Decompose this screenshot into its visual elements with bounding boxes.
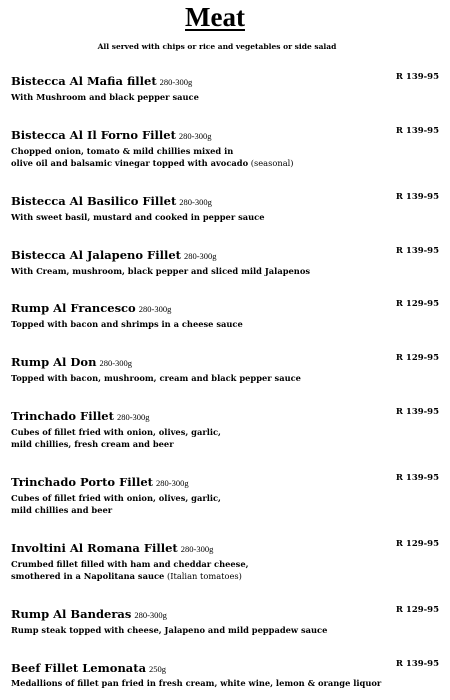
item-weight: 280-300g: [180, 544, 214, 554]
menu-item: [11, 657, 439, 689]
item-name: Trinchado Fillet: [11, 409, 114, 423]
item-desc-line: Topped with bacon and shrimps in a cheese sauce: [11, 319, 243, 329]
item-name: Bistecca Al Mafia fillet: [11, 74, 157, 88]
item-desc-text: olive oil and balsamic vinegar topped with avocado: [11, 158, 249, 168]
item-desc-text: smothered in a Napolitana sauce: [11, 571, 165, 581]
item-name: Involtini Al Romana Fillet: [11, 541, 178, 555]
item-description: [11, 624, 439, 636]
menu-item: [11, 124, 439, 169]
menu-item: [11, 471, 439, 516]
menu-item: [11, 351, 439, 384]
item-description: [11, 558, 439, 582]
item-name: Rump Al Don: [11, 355, 97, 369]
menu-item: [11, 603, 439, 636]
item-description: [11, 318, 439, 330]
item-weight: 280-300g: [138, 304, 172, 314]
page-subtitle: All served with chips or rice and vegetables or side salad: [97, 42, 337, 51]
item-description: [11, 211, 439, 223]
item-desc-line: Chopped onion, tomato & mild chillies mixed in: [11, 146, 234, 156]
item-price: R 139-95: [395, 407, 439, 417]
menu-item: [11, 537, 439, 582]
item-weight: 280-300g: [159, 77, 193, 87]
item-description: [11, 145, 439, 169]
item-price: R 129-95: [395, 353, 439, 363]
item-description: [11, 677, 439, 689]
item-name: Bistecca Al Il Forno Fillet: [11, 128, 176, 142]
item-weight: 280-300g: [116, 412, 150, 422]
item-desc-line: Crumbed fillet filled with ham and cheddar cheese,: [11, 559, 249, 569]
item-name: Beef Fillet Lemonata: [11, 661, 147, 675]
item-price: R 139-95: [395, 473, 439, 483]
item-price: R 139-95: [395, 192, 439, 202]
item-weight: 280-300g: [183, 251, 217, 261]
menu-item: [11, 405, 439, 450]
item-name: Trinchado Porto Fillet: [11, 475, 153, 489]
item-desc-line: With sweet basil, mustard and cooked in pepper sauce: [11, 212, 265, 222]
item-weight: 280-300g: [134, 610, 167, 620]
item-weight: 280-300g: [178, 131, 212, 141]
item-price: R 129-95: [395, 539, 439, 549]
item-description: [11, 91, 439, 103]
item-name: Bistecca Al Basilico Fillet: [11, 194, 177, 208]
item-desc-line: [11, 570, 439, 582]
menu-item: [11, 190, 439, 223]
item-desc-line: Rump steak topped with cheese, Jalapeno and mild peppadew sauce: [11, 625, 328, 635]
item-desc-line: [11, 157, 439, 169]
item-price: R 139-95: [395, 246, 439, 256]
page-title: Meat: [185, 2, 245, 32]
menu-item: [11, 70, 439, 103]
item-price: R 139-95: [395, 126, 439, 136]
item-desc-line: Cubes of fillet fried with onion, olives, garlic,: [11, 493, 221, 503]
item-desc-line: mild chillies, fresh cream and beer: [11, 439, 174, 449]
item-description: [11, 265, 439, 277]
menu-item: [11, 244, 439, 277]
item-weight: 280-300g: [179, 197, 212, 207]
item-weight: 280-300g: [99, 358, 133, 368]
item-weight: 280-300g: [156, 478, 189, 488]
item-price: R 129-95: [395, 299, 439, 309]
item-name: Bistecca Al Jalapeno Fillet: [11, 248, 181, 262]
item-desc-line: Topped with bacon, mushroom, cream and black pepper sauce: [11, 373, 301, 383]
item-desc-note: (seasonal): [248, 158, 294, 168]
item-weight: 250g: [149, 664, 167, 674]
item-desc-line: Cubes of fillet fried with onion, olives, garlic,: [11, 427, 221, 437]
item-price: R 139-95: [395, 72, 439, 82]
item-desc-line: mild chillies and beer: [11, 505, 113, 515]
menu-item: [11, 297, 439, 330]
item-description: [11, 426, 439, 450]
item-desc-line: Medallions of fillet pan fried in fresh cream, white wine, lemon & orange liquor: [11, 678, 382, 688]
item-desc-note: (Italian tomatoes): [164, 571, 242, 581]
item-name: Rump Al Francesco: [11, 301, 136, 315]
item-desc-line: With Cream, mushroom, black pepper and sliced mild Jalapenos: [11, 266, 311, 276]
item-description: [11, 492, 439, 516]
item-price: R 139-95: [395, 659, 439, 669]
item-desc-line: With Mushroom and black pepper sauce: [11, 92, 199, 102]
item-price: R 129-95: [395, 605, 439, 615]
item-name: Rump Al Banderas: [11, 607, 132, 621]
item-description: [11, 372, 439, 384]
